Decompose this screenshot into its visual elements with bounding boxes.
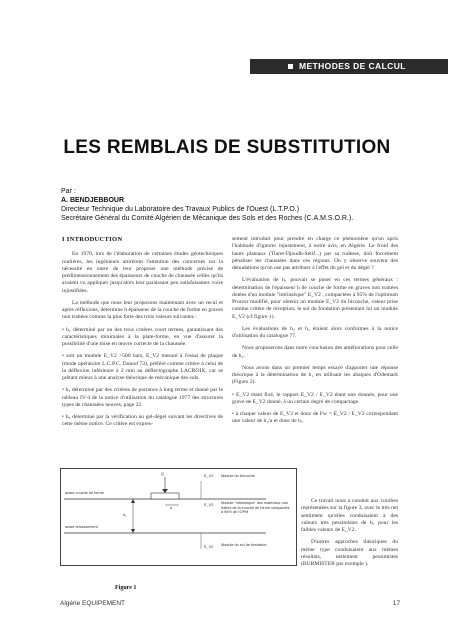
paragraph: sement introduit pour prendre en charge ce phénomène qu'on aprís l'habitude d'ignorer injustement, à notre avis, en Algérie. Le froid des hauts plateaux (Tiaret-Djoudh-Sétif...) par sa rudesse, doit forcément pénaliser les chaussées dans ces régions. On y observe souvent des dénudations qu'on ose pas attribuer à l'effet du gel et du dégel ? <box>232 236 398 271</box>
paragraph: Ce travail nous a conduit aux courbes représentées sur la figure 3, avec le très net sentiment qu'elles conduisaient à des valeurs très pessimistes de h₁ pour les faibles valeurs de E_V2. <box>301 498 398 533</box>
list-item: • h₂ déterminé par des critères de portance à long terme et donné par le tableau IV-4 de la notice d'utilisation du catalogue 1977 des structures types de chaussées neuves, page 22. <box>62 387 223 408</box>
page-number: 17 <box>392 600 400 607</box>
by-label: Par : <box>61 188 76 195</box>
desc-ev2-mid: Module "intrinsèque" des matériaux non traités de la couche de forme compactés à 95% de l'OPM <box>221 501 290 514</box>
section-label: METHODES DE CALCUL <box>299 61 406 71</box>
label-top-layer: arase couche de forme <box>65 491 104 495</box>
author-role-1: Directeur Technique du Laboratoire des Travaux Publics de l'Ouest (L.T.P.O.) <box>61 206 300 214</box>
label-ev2-top: E_V2 <box>204 474 214 478</box>
square-bullet-icon <box>288 64 293 69</box>
figure-caption: Figure 1 <box>115 585 137 591</box>
list-item: • soit un module E_V2 >500 bars, E_V2 mesuré à l'essai de plaque (mode opératoire L.C.P.C. Dunod 73), préféré comme critère à celui de la déflexion inférieure à 2 mm au déflectographe LACROIX, car se prêtant mieux à une analyse théorique de mécanique des sols. <box>62 353 223 381</box>
label-thickness: h₁ <box>123 513 127 517</box>
list-item: • E_V2 étant fixé, le rapport E_V2 / E_V2 étant une donnée, pour une grave de E_V2 donné, à un certain degré de compactage. <box>232 391 398 405</box>
article-title: LES REMBLAIS DE SUBSTITUTION <box>63 137 391 158</box>
paragraph: Nous proposerons dans notre conclusion des améliorations pour celle de h₂. <box>232 345 398 359</box>
load-arrow-head <box>162 489 168 493</box>
paragraph: La méthode que nous leur proposons maintenant avec un recul et après réflexions, détermine h épaisseur de la couche de forme en graves non traitées comme la plus forte des trois valeurs suivantes : <box>62 299 223 321</box>
load-plate <box>151 493 179 499</box>
paragraph: En 1970, lors de l'élaboration de certaines études géotechniques routières, les ingénieurs attirèrent l'attention des concernés sur la nécessité en outre de leur proposer une méthode précise de prédimensionnement des épaisseurs de couche de chaussée celles qu'ils avaient vu appliquer jusqu'alors leur paraissant peu satisfaisantes voire injustifiées. <box>62 251 223 294</box>
list-item: • h₁ déterminé par un des trois critères court termes, garantissant des caractéristiques minimales à la plate-forme, en vue d'assurer la possibilité d'une mise en œuvre correcte de la chaussée. <box>62 326 223 347</box>
label-load: Q <box>161 472 164 476</box>
section-heading-introduction: I INTRODUCTION <box>62 236 123 243</box>
left-column <box>62 236 223 434</box>
author-block <box>61 187 421 223</box>
list-item: • h₃ déterminé par la vérification au gel-dégel suivant les directives de cette même notice. Ce critère est expres- <box>62 414 223 428</box>
author-name: A. BENDJEBBOUR <box>61 197 125 205</box>
right-column <box>232 236 398 431</box>
section-header-bar <box>250 59 448 74</box>
paragraph: L'évaluation de h₁ pouvait se poser en ces termes généraux : détermination de l'épaisseur h de couche de forme en graves non traitées dotées d'un module "intrinsèque" E_V2 , compactées à 95% de l'optimum Proctor modifié, pour obtenir un module E_V2 du bicouche, valeur prise comme critère de réception, le sol de fondation présentant lui un module E_V2 (cf figure 1). <box>232 277 398 320</box>
author-role-2: Secrétaire Général du Comité Algérien de Mécanique des Sols et des Roches (C.A.M.S.O.R.). <box>61 215 354 223</box>
figure-diagram <box>61 469 296 565</box>
label-ev2-bot: E_V2 <box>204 545 214 549</box>
desc-ev2-bot: Module du sol de fondation <box>221 543 267 547</box>
desc-ev2-top: Module du bicouche <box>221 474 255 478</box>
right-column-bottom <box>301 498 398 573</box>
paragraph: D'autres approches théoriques du même type conduisaient aux mêmes résultats, nettement pessimistes (BURMISTER par exemple ). <box>301 539 398 567</box>
label-bottom-layer: arase terrassement <box>65 525 98 529</box>
figure-1 <box>60 468 297 566</box>
label-ev2-mid: E_V2 <box>204 503 214 507</box>
list-item: • à chaque valeur de E_V2 et donc de Fw = E_V2 / E_V2 correspondant une valeur de h₁/a et donc de h₁. <box>232 411 398 425</box>
paragraph: Nous avons dans un premier temps essayé d'apporter une réponse théorique à la détermination de h₁ en utilisant les abaques d'Odemark (Figure 2). <box>232 364 398 386</box>
paragraph: Les évaluations de h₂ et h₃ étaient alors conformes à la notice d'utilisation du catalogue 77. <box>232 325 398 339</box>
label-radius: a <box>170 506 173 510</box>
journal-name: Algérie EQUIPEMENT <box>60 600 126 607</box>
